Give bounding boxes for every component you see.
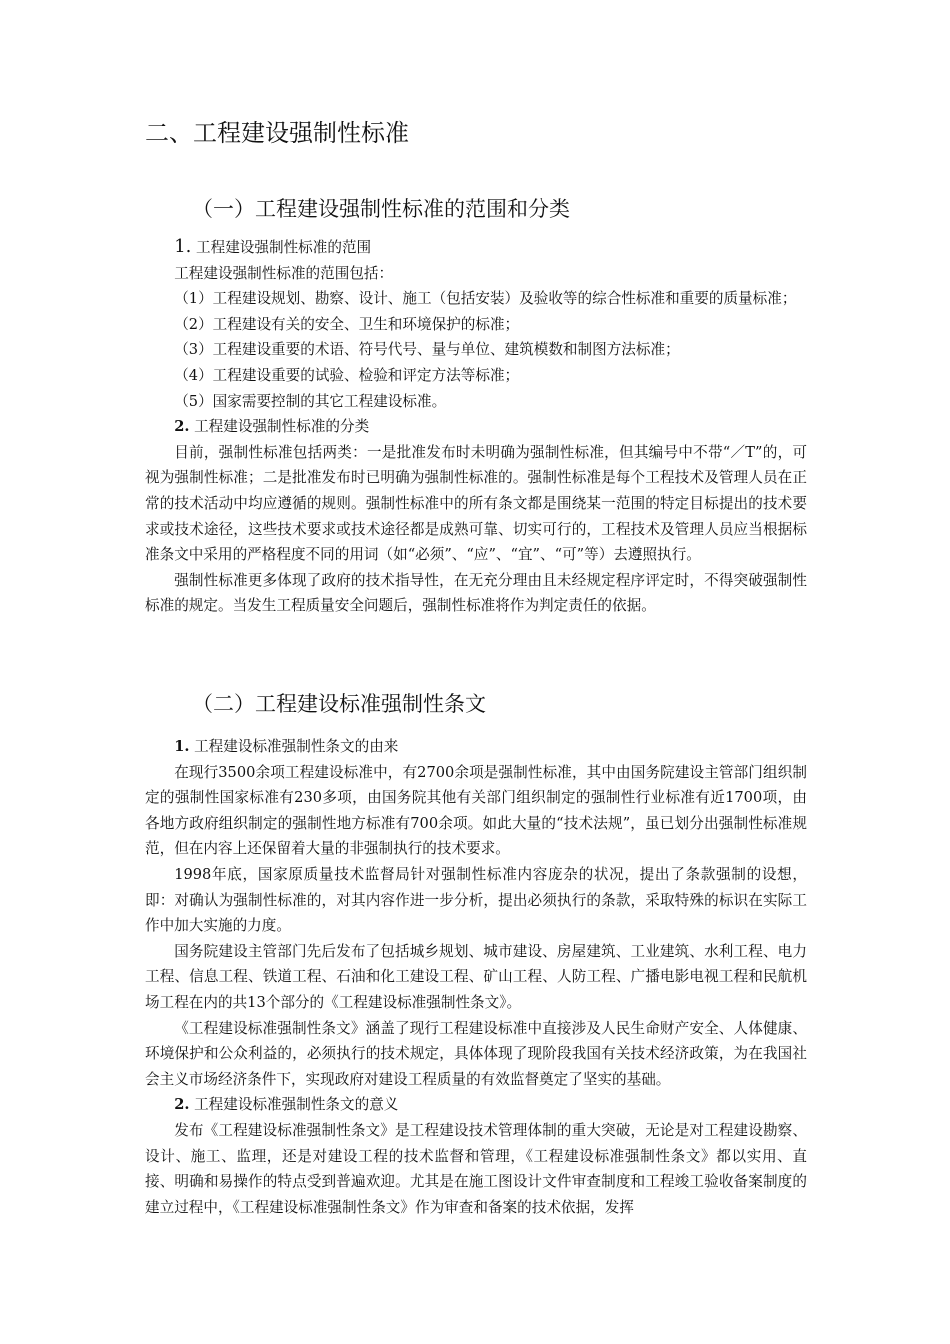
paragraph: 工程建设强制性标准的范围包括： — [174, 264, 394, 282]
subsection-number: 2. — [174, 1096, 190, 1114]
subsection-title: 工程建设强制性标准的分类 — [194, 418, 370, 436]
subsection-number: 2. — [174, 418, 190, 436]
paragraph: 国务院建设主管部门先后发布了包括城乡规划、城市建设、房屋建筑、工业建筑、水利工程、电力工程、信息工程、铁道工程、石油和化工建设工程、矿山工程、人防工程、广播电影电视工程和民航机场工程在内的共13个部分的《工程建设标准强制性条文》。 — [145, 942, 807, 1011]
subsection-heading-2-2 — [145, 1092, 807, 1118]
section-2-body — [145, 734, 807, 1220]
subsection-number: 1. — [174, 738, 190, 755]
paragraph: 1998年底，国家原质量技术监督局针对强制性标准内容庞杂的状况，提出了条款强制的设想，即：对确认为强制性标准的，对其内容作进一步分析，提出必须执行的条款，采取特殊的标识在实际工作中加大实施的力度。 — [145, 865, 807, 935]
list-item: （4）工程建设重要的试验、检验和评定方法等标准； — [174, 366, 520, 384]
paragraph: 目前，强制性标准包括两类：一是批准发布时未明确为强制性标准，但其编号中不带“／T”的，可视为强制性标准；二是批准发布时已明确为强制性标准的。强制性标准是每个工程技术及管理人员在正常的技术活动中均应遵循的规则。强制性标准中的所有条文都是围绕某一范围的特定目标提出的技术要求或技术途径，这些技术要求或技术途径都是成熟可靠、切实可行的，工程技术及管理人员应当根据标准条文中采用的严格程度不同的用词（如“必须”、“应”、“宜”、“可”等）去遵照执行。 — [145, 443, 807, 564]
list-item: （2）工程建设有关的安全、卫生和环境保护的标准； — [174, 315, 520, 333]
paragraph: 《工程建设标准强制性条文》涵盖了现行工程建设标准中直接涉及人民生命财产安全、人体健康、环境保护和公众利益的，必须执行的技术规定，具体体现了现阶段我国有关技术经济政策，为在我国社会主义市场经济条件下，实现政府对建设工程质量的有效监督奠定了坚实的基础。 — [145, 1019, 807, 1088]
paragraph: 发布《工程建设标准强制性条文》是工程建设技术管理体制的重大突破，无论是对工程建设勘察、设计、施工、监理，还是对建设工程的技术监督和管理，《工程建设标准强制性条文》都以实用、直接、明确和易操作的特点受到普遍欢迎。尤其是在施工图设计文件审查制度和工程竣工验收备案制度的建立过程中，《工程建设标准强制性条文》作为审查和备案的技术依据，发挥 — [145, 1121, 807, 1216]
list-item: （3）工程建设重要的术语、符号代号、量与单位、建筑模数和制图方法标准； — [174, 341, 680, 359]
subsection-heading-2-1 — [145, 734, 807, 760]
section-1-body — [145, 234, 807, 619]
subsection-title: 工程建设标准强制性条文的意义 — [194, 1096, 399, 1114]
list-item: （1）工程建设规划、勘察、设计、施工（包括安装）及验收等的综合性标准和重要的质量标准； — [174, 290, 797, 308]
subsection-title: 工程建设标准强制性条文的由来 — [194, 738, 399, 755]
paragraph: 在现行3500余项工程建设标准中，有2700余项是强制性标准，其中由国务院建设主管部门组织制定的强制性国家标准有230多项，由国务院其他有关部门组织制定的强制性行业标准有近1700项，由各地方政府组织制定的强制性地方标准有700余项。如此大量的“技术法规”，虽已划分出强制性标准规范，但在内容上还保留着大量的非强制执行的技术要求。 — [145, 763, 807, 858]
section-heading-2: （二）工程建设标准强制性条文 — [192, 692, 486, 716]
subsection-heading-1-2 — [145, 414, 807, 440]
subsection-title: 工程建设强制性标准的范围 — [196, 239, 372, 256]
subsection-number: 1. — [174, 236, 192, 257]
section-heading-1: （一）工程建设强制性标准的范围和分类 — [192, 197, 570, 221]
paragraph: 强制性标准更多体现了政府的技术指导性，在无充分理由且未经规定程序评定时，不得突破强制性标准的规定。当发生工程质量安全问题后，强制性标准将作为判定责任的依据。 — [145, 571, 807, 615]
list-item: （5）国家需要控制的其它工程建设标准。 — [174, 392, 447, 410]
page-title: 二、工程建设强制性标准 — [145, 119, 409, 147]
subsection-heading-1-1 — [145, 234, 807, 261]
